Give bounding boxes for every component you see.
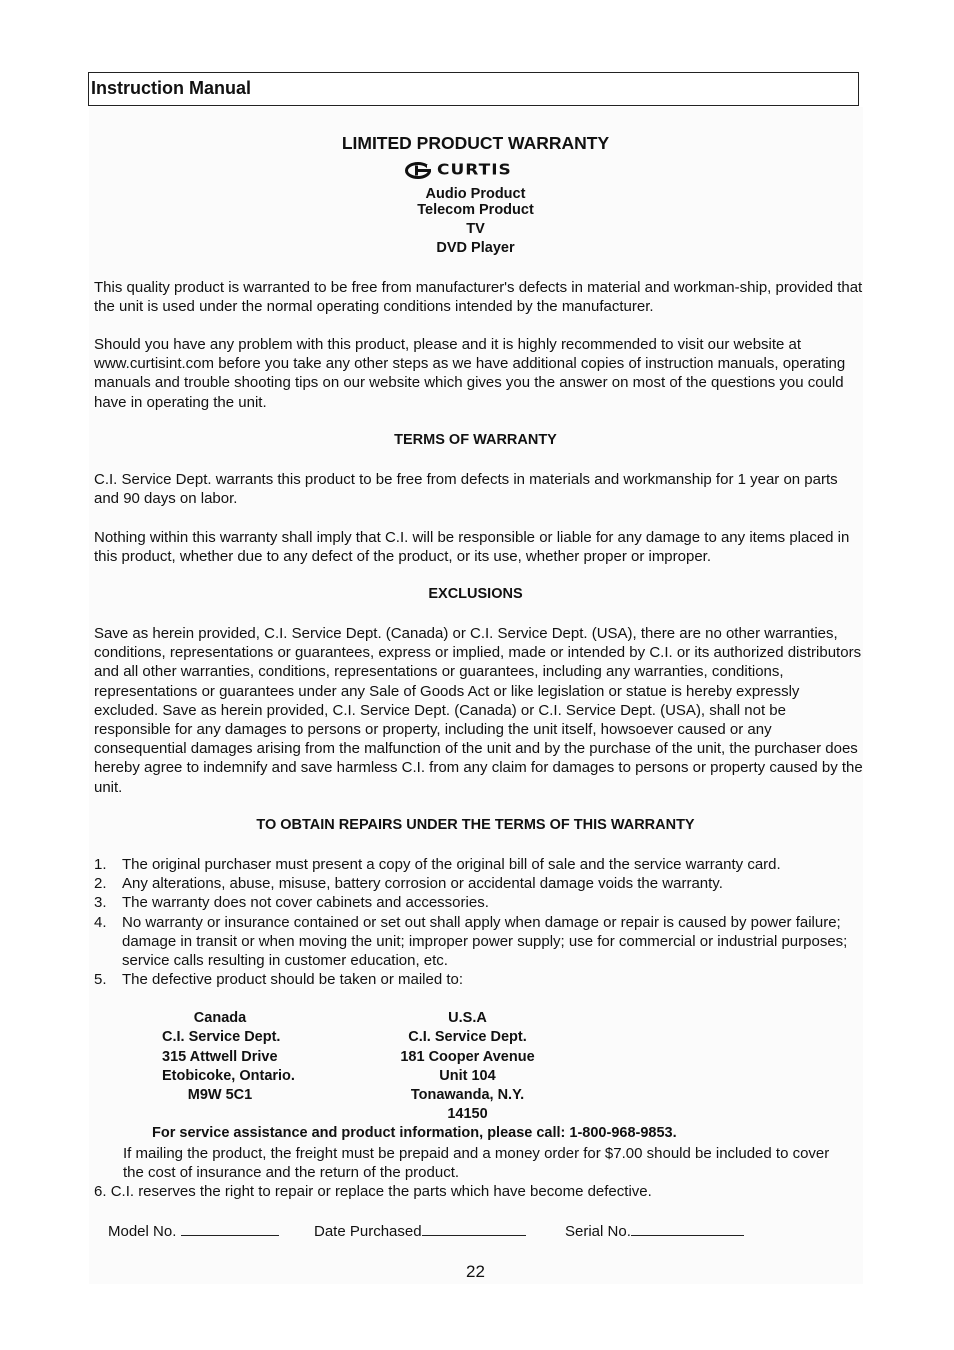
model-no-field[interactable] — [108, 1221, 279, 1240]
address-country: Canada — [193, 1010, 247, 1026]
serial-no-label: Serial No. — [565, 1223, 631, 1240]
address-line: Tonawanda, N.Y. — [410, 1087, 525, 1104]
service-call-line: For service assistance and product information, please call: 1-800-968-9853. — [152, 1125, 677, 1141]
page-number: 22 — [466, 1262, 485, 1281]
curtis-logo-icon — [405, 162, 431, 179]
address-line: 315 Attwell Drive — [162, 1048, 278, 1065]
repairs-list — [94, 855, 864, 989]
model-no-label: Model No. — [108, 1223, 177, 1240]
list-item-6: 6. C.I. reserves the right to repair or replace the parts which have become defective. — [94, 1183, 652, 1200]
date-purchased-input[interactable] — [422, 1221, 526, 1236]
exclusions-paragraph: Save as herein provided, C.I. Service Dept. (Canada) or C.I. Service Dept. (USA), there are no other warranties, conditions, representations or guarantees, express or implied, made or intended by C.I. or its authorized distributors and all other warranties, conditions, representations or guarantees, including any warranties, conditions, representations or guarantees under any Sale of Goods Act or like legislation or statue is hereby expressly excluded. Save as herein provided, C.I. Service Dept. (Canada) or C.I. Service Dept. (USA), shall not be responsible for any damages to persons or property, including the unit itself, howsoever caused or any consequential damages arising from the malfunction of the unit and by the purchase of the unit, the purchaser does hereby agree to indemnify and save harmless C.I. from any claim for damages to persons or property caused by the unit. — [94, 625, 863, 796]
product-dvd: DVD Player — [436, 240, 515, 256]
address-line: M9W 5C1 — [187, 1087, 253, 1104]
address-line: C.I. Service Dept. — [162, 1029, 281, 1046]
header-box — [88, 72, 859, 106]
model-no-input[interactable] — [181, 1221, 279, 1236]
list-item: 4. No warranty or insurance contained or set out shall apply when damage or repair is caused by power failure; damage in transit or when moving the unit; improper power supply; use for commercial or industrial purposes; service calls resulting in customer education, etc. — [94, 913, 848, 970]
address-usa — [385, 1009, 550, 1125]
intro-paragraph-1: This quality product is warranted to be free from manufacturer's defects in material and workman-ship, provided that the unit is used under the normal operating conditions intended by the manufacturer. — [94, 279, 863, 316]
brand-name: CURTIS — [437, 161, 512, 179]
address-line: Etobicoke, Ontario. — [162, 1067, 295, 1084]
repairs-heading: TO OBTAIN REPAIRS UNDER THE TERMS OF THIS WARRANTY — [256, 817, 695, 833]
terms-paragraph-1: C.I. Service Dept. warrants this product to be free from defects in materials and workmanship for 1 year on parts and 90 days on labor. — [94, 471, 838, 508]
serial-no-field[interactable] — [565, 1221, 744, 1240]
address-line: C.I. Service Dept. — [408, 1029, 527, 1046]
address-canada — [150, 1009, 295, 1105]
brand-logo — [405, 160, 512, 180]
mailing-note: If mailing the product, the freight must be prepaid and a money order for $7.00 should be included to cover the cost of insurance and the return of the product. — [123, 1145, 830, 1182]
exclusions-heading: EXCLUSIONS — [428, 586, 523, 602]
list-item: 2. Any alterations, abuse, misuse, battery corrosion or accidental damage voids the warranty. — [94, 875, 723, 893]
address-line: 14150 — [447, 1106, 488, 1123]
intro-paragraph-2: Should you have any problem with this product, please and it is highly recommended to visit our website at www.curtisint.com before you take any other steps as we have additional copies of instruction manuals, operating manuals and trouble shooting tips on our website which gives you the answer on most of the questions you could have in operating the unit. — [94, 336, 846, 411]
address-country: U.S.A — [448, 1010, 487, 1026]
list-item: 5. The defective product should be taken or mailed to: — [94, 971, 464, 989]
list-item: 3. The warranty does not cover cabinets and accessories. — [94, 894, 489, 912]
date-purchased-field[interactable] — [314, 1221, 526, 1240]
serial-no-input[interactable] — [631, 1221, 744, 1236]
address-line: 181 Cooper Avenue — [400, 1048, 535, 1065]
product-audio: Audio Product — [425, 186, 526, 202]
product-telecom: Telecom Product — [417, 202, 534, 218]
header-title: Instruction Manual — [91, 78, 252, 98]
product-tv: TV — [466, 221, 485, 237]
terms-heading: TERMS OF WARRANTY — [394, 432, 557, 448]
date-purchased-label: Date Purchased — [314, 1223, 422, 1240]
terms-paragraph-2: Nothing within this warranty shall imply that C.I. will be responsible or liable for any damage to any items placed in this product, whether due to any defect of the product, or its use, whether proper or improper. — [94, 529, 850, 566]
warranty-title: LIMITED PRODUCT WARRANTY — [341, 133, 610, 153]
list-item: 1. The original purchaser must present a copy of the original bill of sale and the service warranty card. — [94, 856, 781, 873]
address-line: Unit 104 — [439, 1067, 496, 1084]
